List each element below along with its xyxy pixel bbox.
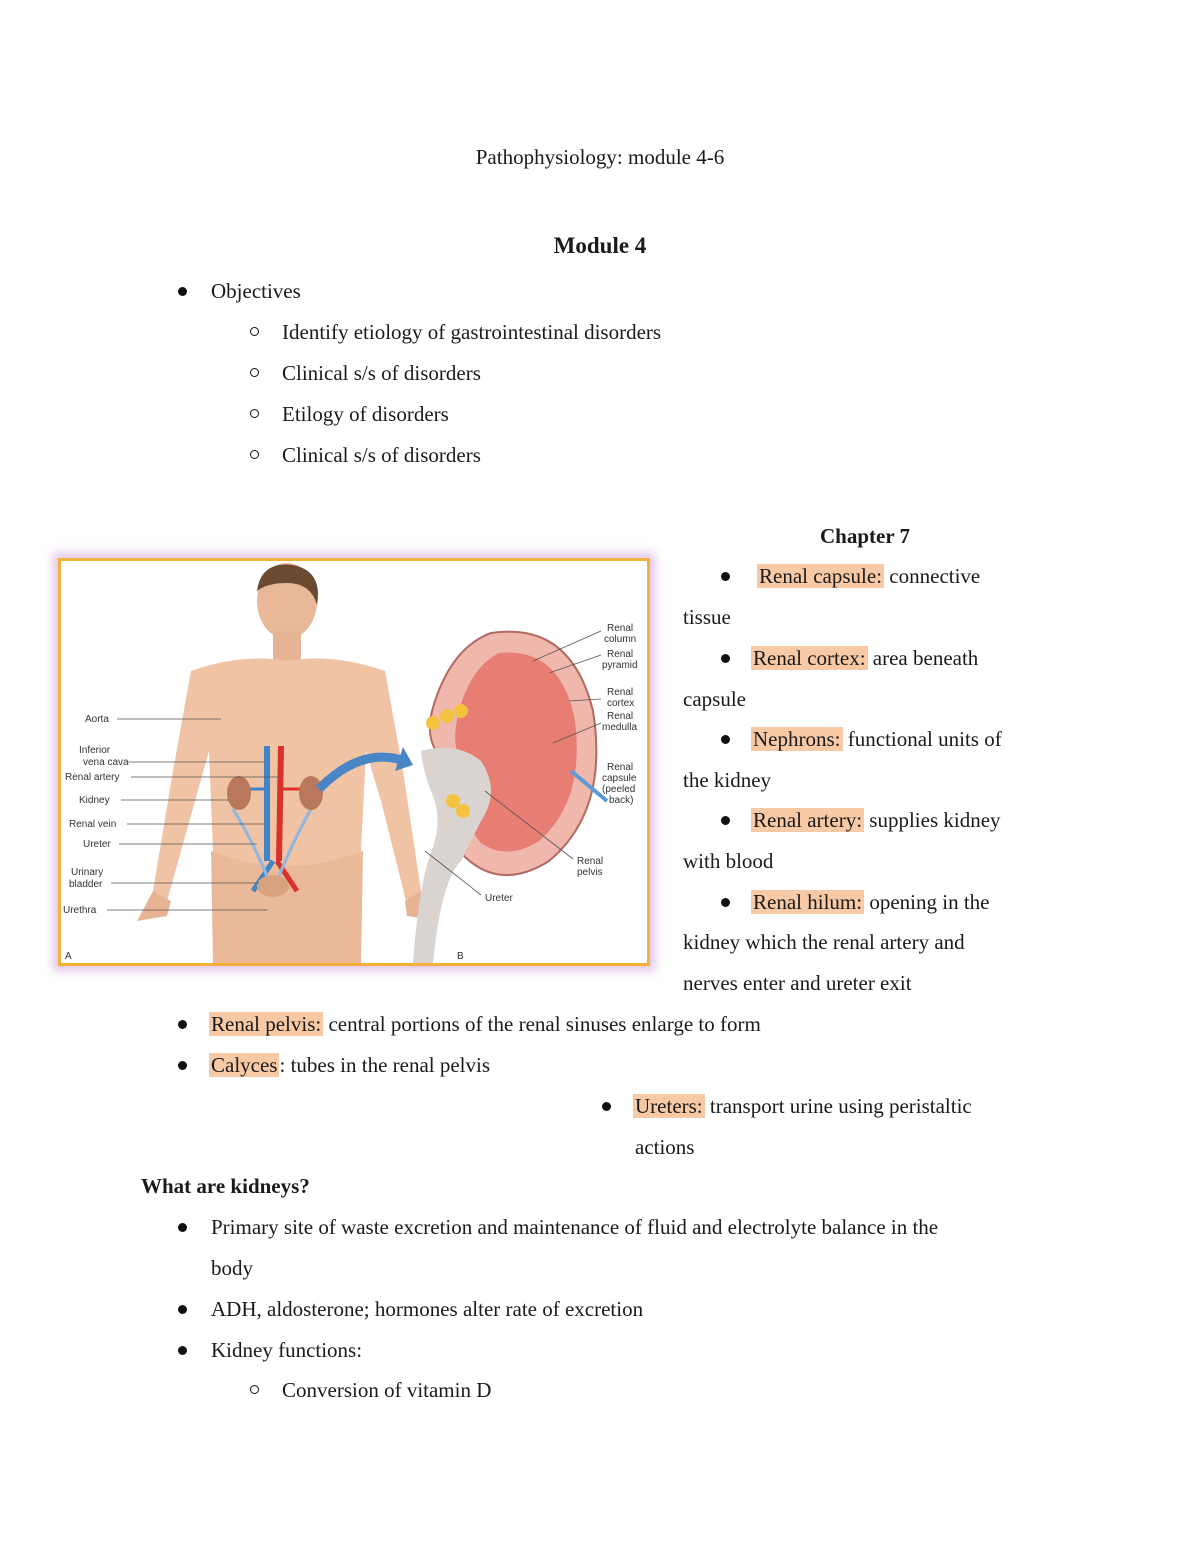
sub-bullet-icon (250, 327, 259, 336)
sub-bullet-icon (250, 450, 259, 459)
definition-continuation: actions (635, 1135, 695, 1159)
bullet-icon (178, 1020, 187, 1029)
bullet-icon (721, 572, 730, 581)
label-bladder: bladder (69, 879, 103, 890)
panel-b-label: B (457, 951, 464, 962)
objective-item: Clinical s/s of disorders (282, 443, 481, 467)
label-ureter: Ureter (83, 839, 111, 850)
definition-item: Renal cortex: area beneath (753, 646, 979, 670)
term-highlight: Nephrons: (753, 727, 841, 751)
left-kidney-illustration (227, 776, 251, 810)
label-renal-vein: Renal vein (69, 819, 117, 830)
bullet-icon (721, 654, 730, 663)
label-column: column (604, 634, 637, 645)
label-kidney: Kidney (79, 795, 110, 806)
list-item-continuation: body (211, 1256, 253, 1280)
document-title: Pathophysiology: module 4-6 (475, 145, 725, 169)
bullet-icon (178, 1061, 187, 1070)
sub-bullet-icon (250, 368, 259, 377)
label-urinary: Urinary (71, 867, 104, 878)
bullet-icon (721, 816, 730, 825)
definition-item: Renal pelvis: central portions of the renal sinuses enlarge to form (211, 1012, 761, 1036)
chapter-heading: Chapter 7 (820, 524, 911, 548)
list-item: Kidney functions: (211, 1338, 363, 1362)
definition-continuation: with blood (683, 849, 774, 873)
kidney-anatomy-illustration (61, 561, 647, 963)
definition-item: Renal capsule: connective (759, 564, 981, 588)
label-renal: Renal (577, 856, 604, 867)
label-medulla: medulla (602, 722, 638, 733)
label-peeled: (peeled (602, 784, 636, 795)
right-kidney-illustration (299, 776, 323, 810)
objective-item: Etilogy of disorders (282, 402, 449, 426)
label-inferior: Inferior (79, 745, 111, 756)
kidney-cross-section-illustration (413, 632, 607, 963)
section-heading: What are kidneys? (141, 1174, 310, 1198)
term-highlight: Renal cortex: (753, 646, 866, 670)
label-renal: Renal (607, 711, 634, 722)
term-highlight: Renal hilum: (753, 890, 863, 914)
module-heading: Module 4 (553, 233, 647, 258)
bullet-icon (178, 287, 187, 296)
definition-item: Nephrons: functional units of (753, 727, 1002, 751)
bullet-icon (721, 898, 730, 907)
definition-continuation: kidney which the renal artery and (683, 930, 965, 954)
bullet-icon (602, 1102, 611, 1111)
term-highlight: Renal pelvis: (211, 1012, 322, 1036)
definition-continuation: capsule (683, 687, 746, 711)
label-aorta: Aorta (85, 714, 109, 725)
label-renal: Renal (607, 687, 634, 698)
term-highlight: Renal capsule: (759, 564, 883, 588)
bullet-icon (178, 1305, 187, 1314)
definition-continuation: the kidney (683, 768, 772, 792)
bullet-icon (721, 735, 730, 744)
kidney-anatomy-figure (58, 558, 650, 966)
sub-list-item: Conversion of vitamin D (282, 1378, 492, 1402)
label-urethra: Urethra (63, 905, 97, 916)
bullet-icon (178, 1346, 187, 1355)
label-renal: Renal (607, 762, 634, 773)
label-renal: Renal (607, 649, 634, 660)
label-cortex: cortex (607, 698, 635, 709)
objective-item: Identify etiology of gastrointestinal disorders (282, 320, 662, 344)
panel-a-label: A (65, 951, 72, 962)
label-back: back) (609, 795, 634, 806)
label-ureter: Ureter (485, 893, 513, 904)
term-highlight: Ureters: (635, 1094, 703, 1118)
term-highlight: Renal artery: (753, 808, 863, 832)
definition-item: Renal hilum: opening in the (753, 890, 990, 914)
definition-item: Ureters: transport urine using peristaltic (635, 1094, 972, 1118)
objectives-label: Objectives (211, 279, 301, 303)
human-body-illustration (137, 563, 439, 963)
list-item: Primary site of waste excretion and maintenance of fluid and electrolyte balance in the (211, 1215, 939, 1239)
label-renal: Renal (607, 623, 634, 634)
definition-item: Renal artery: supplies kidney (753, 808, 1001, 832)
list-item: ADH, aldosterone; hormones alter rate of excretion (211, 1297, 644, 1321)
definition-item: Calyces: tubes in the renal pelvis (211, 1053, 491, 1077)
label-pelvis: pelvis (577, 867, 603, 878)
label-renal-artery: Renal artery (65, 772, 120, 783)
label-pyramid: pyramid (602, 660, 638, 671)
label-vena-cava: vena cava (83, 757, 129, 768)
bullet-icon (178, 1223, 187, 1232)
definition-continuation: tissue (683, 605, 731, 629)
term-highlight: Calyces (211, 1053, 278, 1077)
sub-bullet-icon (250, 1385, 259, 1394)
definition-continuation: nerves enter and ureter exit (683, 971, 912, 995)
objective-item: Clinical s/s of disorders (282, 361, 481, 385)
sub-bullet-icon (250, 409, 259, 418)
label-capsule: capsule (602, 773, 637, 784)
bladder-illustration (257, 875, 289, 897)
